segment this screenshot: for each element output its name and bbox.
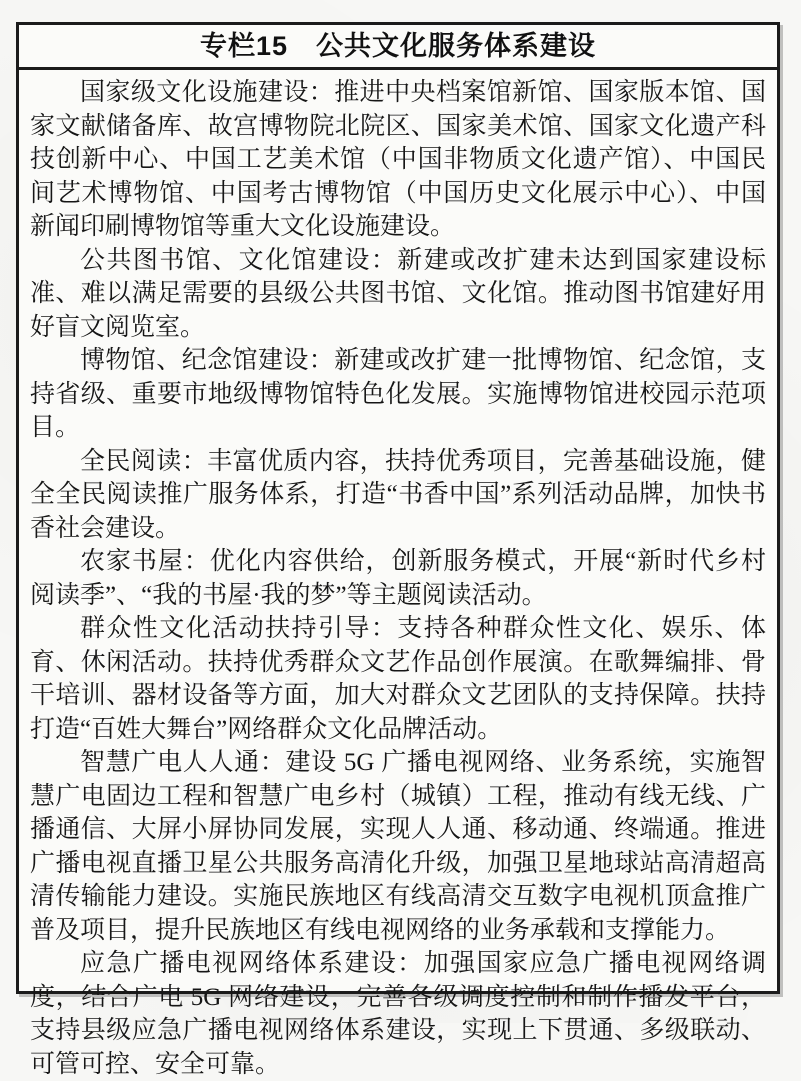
paragraph-smart-broadcasting: 智慧广电人人通：建设 5G 广播电视网络、业务系统，实施智慧广电固边工程和智慧广电乡村（城镇）工程，推动有线无线、广播通信、大屏小屏协同发展，实现人人通、移动通、终端通。推进广播电视直播卫星公共服务高清化升级，加强卫星地球站高清超高清传输能力建设。实施民族地区有线高清交互数字电视机顶盒推广普及项目，提升民族地区有线电视网络的业务承载和支撑能力。 [30, 749, 766, 944]
paragraph-rural-bookhouses: 农家书屋：优化内容供给，创新服务模式，开展“新时代乡村阅读季”、“我的书屋·我的梦”等主题阅读活动。 [30, 548, 766, 609]
column-title: 专栏15 公共文化服务体系建设 [199, 30, 597, 61]
column-body [19, 70, 777, 1081]
paragraph-museums: 博物馆、纪念馆建设：新建或改扩建一批博物馆、纪念馆，支持省级、重要市地级博物馆特色化发展。实施博物馆进校园示范项目。 [30, 347, 766, 441]
paragraph-mass-cultural-activities: 群众性文化活动扶持引导：支持各种群众性文化、娱乐、体育、休闲活动。扶持优秀群众文艺作品创作展演。在歌舞编排、骨干培训、器材设备等方面，加大对群众文艺团队的支持保障。扶持打造“百姓大舞台”网络群众文化品牌活动。 [30, 615, 766, 743]
column-box [16, 22, 780, 1078]
paragraph-libraries: 公共图书馆、文化馆建设：新建或改扩建未达到国家建设标准、难以满足需要的县级公共图书馆、文化馆。推动图书馆建好用好盲文阅览室。 [30, 246, 766, 341]
paragraph-national-reading: 全民阅读：丰富优质内容，扶持优秀项目，完善基础设施，健全全民阅读推广服务体系，打造“书香中国”系列活动品牌，加快书香社会建设。 [30, 447, 766, 542]
column-title-bar [19, 25, 777, 70]
paragraph-national-facilities: 国家级文化设施建设：推进中央档案馆新馆、国家版本馆、国家文献储备库、故宫博物院北院区、国家美术馆、国家文化遗产科技创新中心、中国工艺美术馆（中国非物质文化遗产馆）、中国民间艺术博物馆、中国考古博物馆（中国历史文化展示中心）、中国新闻印刷博物馆等重大文化设施建设。 [30, 79, 766, 240]
paragraph-emergency-broadcasting: 应急广播电视网络体系建设：加强国家应急广播电视网络调度，结合广电 5G 网络建设，完善各级调度控制和制作播发平台，支持县级应急广播电视网络体系建设，实现上下贯通、多级联动、可管可控、安全可靠。 [30, 950, 766, 1078]
